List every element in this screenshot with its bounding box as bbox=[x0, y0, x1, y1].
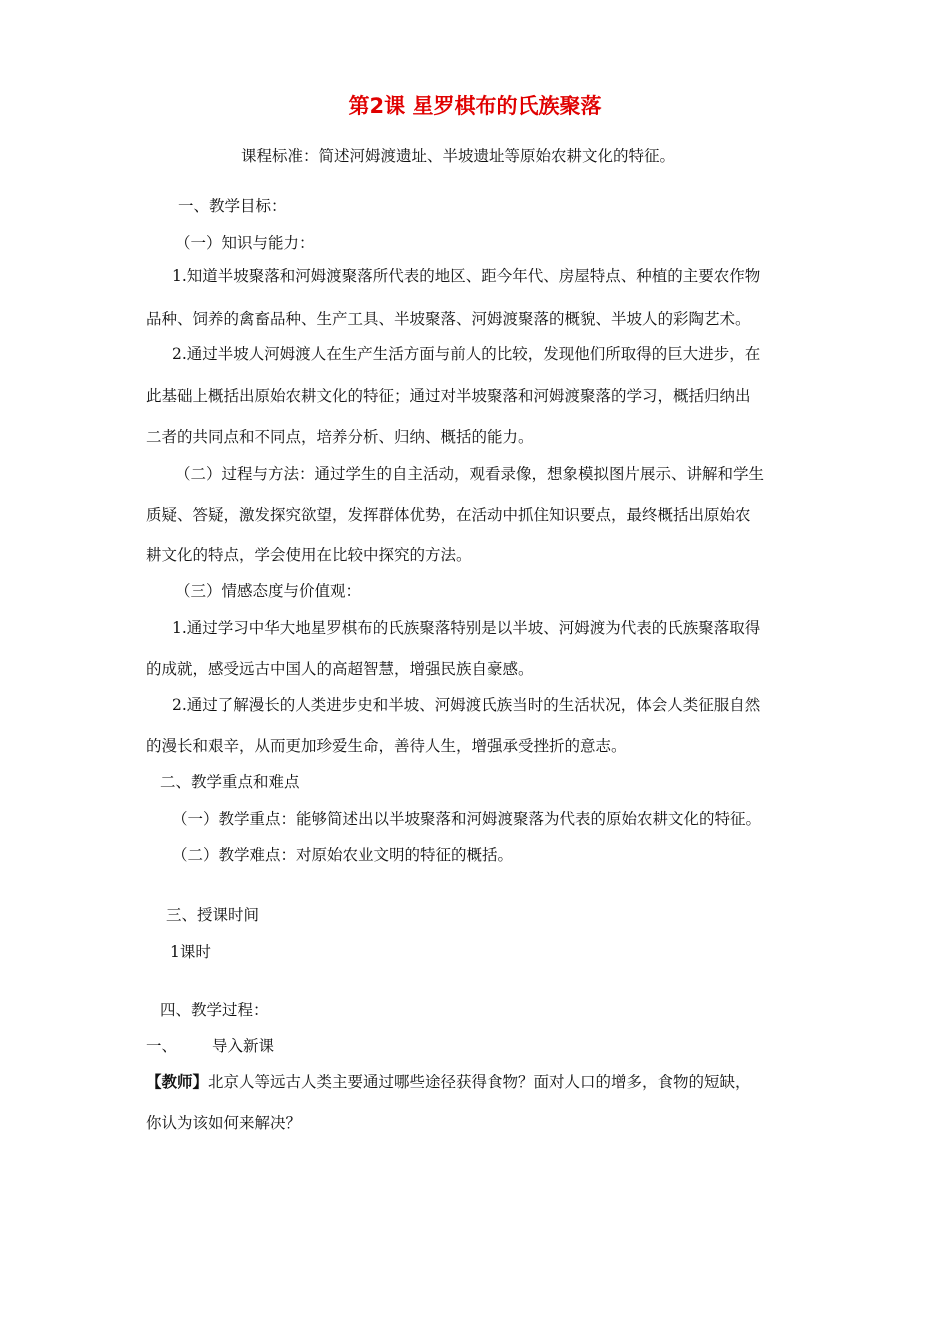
class-hours: 1课时 bbox=[170, 943, 211, 961]
knowledge-item-2-line-1: 2.通过半坡人河姆渡人在生产生活方面与前人的比较，发现他们所取得的巨大进步，在 bbox=[172, 345, 761, 363]
knowledge-item-1-line-1: 1.知道半坡聚落和河姆渡聚落所代表的地区、距今年代、房屋特点、种植的主要农作物 bbox=[172, 267, 761, 285]
section-2-heading: 二、教学重点和难点 bbox=[160, 773, 300, 791]
subsection-number: 一、 bbox=[146, 1037, 178, 1055]
teacher-question-line-1 bbox=[146, 1072, 751, 1092]
section-4-heading: 四、教学过程： bbox=[160, 1001, 269, 1019]
subsection-label: 导入新课 bbox=[212, 1037, 275, 1055]
section-3-heading: 三、授课时间 bbox=[166, 906, 260, 924]
process-line-3: 耕文化的特点，学会使用在比较中探究的方法。 bbox=[146, 546, 472, 564]
knowledge-item-2-line-2: 此基础上概括出原始农耕文化的特征；通过对半坡聚落和河姆渡聚落的学习，概括归纳出 bbox=[146, 387, 751, 405]
teaching-key-point: （一）教学重点：能够简述出以半坡聚落和河姆渡聚落为代表的原始农耕文化的特征。 bbox=[172, 810, 762, 828]
process-line-2: 质疑、答疑，激发探究欲望，发挥群体优势，在活动中抓住知识要点，最终概括出原始农 bbox=[146, 506, 751, 524]
teaching-difficult-point: （二）教学难点：对原始农业文明的特征的概括。 bbox=[172, 846, 514, 864]
process-line-1: （二）过程与方法：通过学生的自主活动，观看录像，想象模拟图片展示、讲解和学生 bbox=[175, 465, 765, 483]
section-1-heading: 一、教学目标： bbox=[178, 197, 287, 215]
emotion-heading: （三）情感态度与价值观： bbox=[175, 582, 362, 600]
emotion-item-2-line-2: 的漫长和艰辛，从而更加珍爱生命，善待人生，增强承受挫折的意志。 bbox=[146, 737, 627, 755]
emotion-item-1-line-2: 的成就，感受远古中国人的高超智慧，增强民族自豪感。 bbox=[146, 660, 534, 678]
knowledge-heading: （一）知识与能力： bbox=[175, 234, 315, 252]
course-standard: 课程标准：简述河姆渡遗址、半坡遗址等原始农耕文化的特征。 bbox=[241, 147, 676, 165]
teacher-question-text: 北京人等远古人类主要通过哪些途径获得食物？面对人口的增多，食物的短缺， bbox=[208, 1073, 751, 1091]
knowledge-item-1-line-2: 品种、饲养的禽畜品种、生产工具、半坡聚落、河姆渡聚落的概貌、半坡人的彩陶艺术。 bbox=[146, 310, 751, 328]
emotion-item-2-line-1: 2.通过了解漫长的人类进步史和半坡、河姆渡氏族当时的生活状况，体会人类征服自然 bbox=[172, 696, 761, 714]
teacher-question-line-2: 你认为该如何来解决？ bbox=[146, 1114, 302, 1132]
lesson-title: 第2课 星罗棋布的氏族聚落 bbox=[348, 94, 602, 118]
emotion-item-1-line-1: 1.通过学习中华大地星罗棋布的氏族聚落特别是以半坡、河姆渡为代表的氏族聚落取得 bbox=[172, 619, 761, 637]
teacher-tag: 【教师】 bbox=[146, 1072, 209, 1091]
knowledge-item-2-line-3: 二者的共同点和不同点，培养分析、归纳、概括的能力。 bbox=[146, 428, 534, 446]
